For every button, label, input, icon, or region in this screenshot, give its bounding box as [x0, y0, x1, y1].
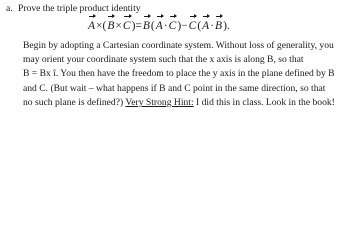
paragraph-line: B = Bx î. You then have the freedom to place the y axis in the plane defined by B	[23, 68, 335, 79]
vector-b: B	[107, 20, 115, 32]
item-marker: a.	[6, 3, 13, 14]
triple-product-equation: A×(B×C)=B(A·C)−C(A·B).	[88, 20, 230, 32]
paragraph-line: and C. (But wait – what happens if B and C point in the same direction, so that	[23, 83, 326, 94]
vector-c: C	[122, 20, 131, 32]
vector-a: A	[88, 20, 96, 32]
problem-title: Prove the triple product identity	[18, 3, 141, 14]
vector-a: A	[202, 20, 210, 32]
paragraph-line	[23, 97, 335, 108]
vector-c: C	[188, 20, 197, 32]
very-strong-hint-link[interactable]: Very Strong Hint:	[125, 97, 194, 108]
vector-b: B	[215, 20, 223, 32]
paragraph-line: may orient your coordinate system such that the x axis is along B, so that	[23, 54, 304, 65]
vector-b: B	[142, 20, 150, 32]
vector-a: A	[155, 20, 163, 32]
paragraph-text: no such plane is defined?)	[23, 97, 124, 108]
paragraph-text: I did this in class. Look in the book!	[196, 97, 335, 108]
paragraph-line: Begin by adopting a Cartesian coordinate system. Without loss of generality, you	[23, 40, 334, 51]
vector-c: C	[168, 20, 177, 32]
